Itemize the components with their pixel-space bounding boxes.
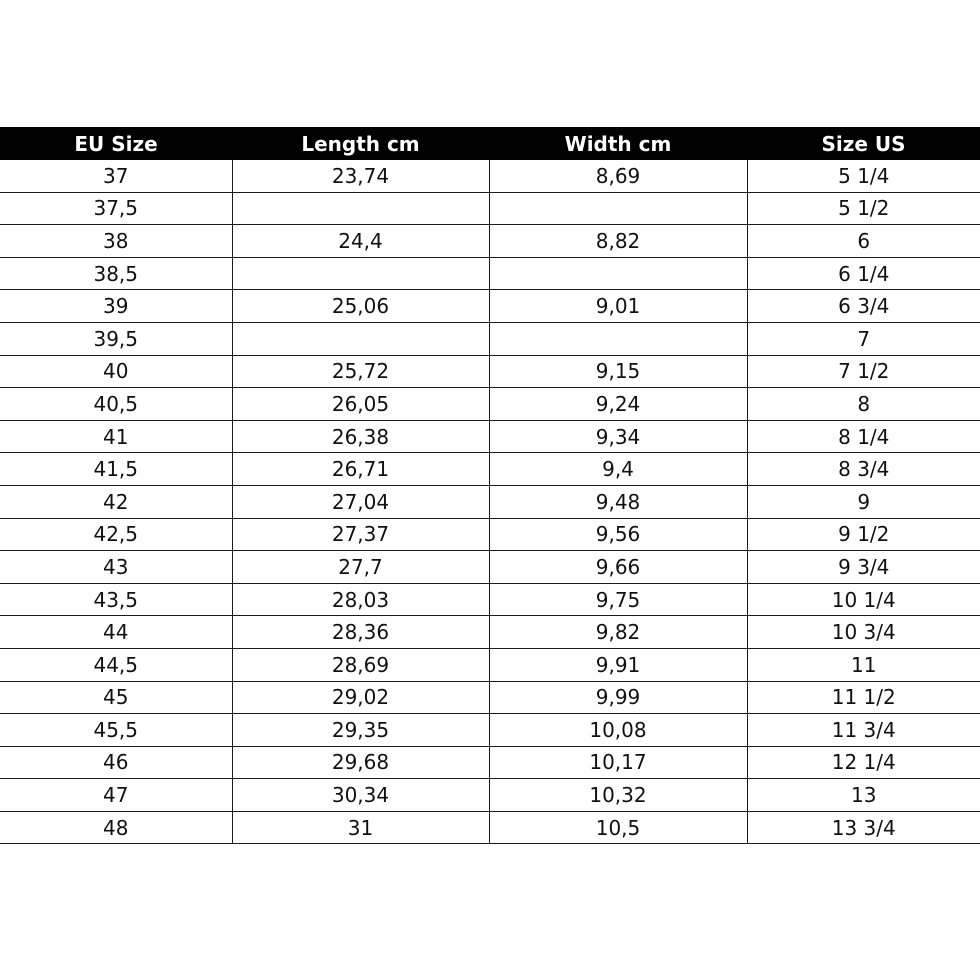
eu-size-cell: 43,5 — [0, 583, 232, 616]
table-header-row — [0, 127, 980, 160]
table-row — [0, 192, 980, 225]
length-cm-cell: 27,7 — [232, 551, 489, 584]
header-width-cm: Width cm — [489, 127, 747, 160]
size-us-cell: 11 1/2 — [747, 681, 980, 714]
width-cm-cell: 8,69 — [489, 160, 747, 192]
length-cm-cell — [232, 192, 489, 225]
table-row — [0, 779, 980, 812]
length-cm-cell: 28,03 — [232, 583, 489, 616]
width-cm-cell — [489, 257, 747, 290]
table-row — [0, 648, 980, 681]
length-cm-cell — [232, 257, 489, 290]
width-cm-cell — [489, 322, 747, 355]
length-cm-cell: 25,72 — [232, 355, 489, 388]
table-row — [0, 811, 980, 844]
table-row — [0, 485, 980, 518]
header-length-cm: Length cm — [232, 127, 489, 160]
width-cm-cell: 9,15 — [489, 355, 747, 388]
table-row — [0, 453, 980, 486]
length-cm-cell: 29,68 — [232, 746, 489, 779]
eu-size-cell: 38 — [0, 225, 232, 258]
table-row — [0, 616, 980, 649]
length-cm-cell: 26,71 — [232, 453, 489, 486]
size-us-cell: 11 — [747, 648, 980, 681]
size-us-cell: 8 1/4 — [747, 420, 980, 453]
length-cm-cell: 26,05 — [232, 388, 489, 421]
eu-size-cell: 48 — [0, 811, 232, 844]
eu-size-cell: 45 — [0, 681, 232, 714]
width-cm-cell: 9,75 — [489, 583, 747, 616]
size-us-cell: 13 — [747, 779, 980, 812]
size-us-cell: 9 — [747, 485, 980, 518]
width-cm-cell: 9,01 — [489, 290, 747, 323]
eu-size-cell: 40 — [0, 355, 232, 388]
width-cm-cell — [489, 192, 747, 225]
table-body — [0, 160, 980, 844]
size-chart-table — [0, 127, 980, 844]
size-us-cell: 12 1/4 — [747, 746, 980, 779]
width-cm-cell: 10,08 — [489, 714, 747, 747]
width-cm-cell: 9,56 — [489, 518, 747, 551]
table-row — [0, 290, 980, 323]
table-row — [0, 551, 980, 584]
width-cm-cell: 9,91 — [489, 648, 747, 681]
header-eu-size: EU Size — [0, 127, 232, 160]
eu-size-cell: 38,5 — [0, 257, 232, 290]
eu-size-cell: 40,5 — [0, 388, 232, 421]
length-cm-cell: 27,37 — [232, 518, 489, 551]
length-cm-cell: 24,4 — [232, 225, 489, 258]
eu-size-cell: 43 — [0, 551, 232, 584]
size-us-cell: 5 1/2 — [747, 192, 980, 225]
header-size-us: Size US — [747, 127, 980, 160]
length-cm-cell: 27,04 — [232, 485, 489, 518]
size-us-cell: 8 — [747, 388, 980, 421]
width-cm-cell: 9,99 — [489, 681, 747, 714]
width-cm-cell: 9,24 — [489, 388, 747, 421]
eu-size-cell: 41 — [0, 420, 232, 453]
size-us-cell: 6 3/4 — [747, 290, 980, 323]
table-row — [0, 714, 980, 747]
table-row — [0, 420, 980, 453]
table-row — [0, 355, 980, 388]
eu-size-cell: 39,5 — [0, 322, 232, 355]
eu-size-cell: 41,5 — [0, 453, 232, 486]
table-row — [0, 322, 980, 355]
size-us-cell: 8 3/4 — [747, 453, 980, 486]
size-us-cell: 5 1/4 — [747, 160, 980, 192]
size-us-cell: 10 3/4 — [747, 616, 980, 649]
eu-size-cell: 42 — [0, 485, 232, 518]
width-cm-cell: 9,4 — [489, 453, 747, 486]
width-cm-cell: 9,48 — [489, 485, 747, 518]
length-cm-cell: 31 — [232, 811, 489, 844]
eu-size-cell: 37 — [0, 160, 232, 192]
table-row — [0, 518, 980, 551]
width-cm-cell: 9,82 — [489, 616, 747, 649]
width-cm-cell: 10,17 — [489, 746, 747, 779]
eu-size-cell: 44 — [0, 616, 232, 649]
width-cm-cell: 10,5 — [489, 811, 747, 844]
eu-size-cell: 39 — [0, 290, 232, 323]
size-us-cell: 6 — [747, 225, 980, 258]
table-row — [0, 583, 980, 616]
eu-size-cell: 46 — [0, 746, 232, 779]
size-us-cell: 6 1/4 — [747, 257, 980, 290]
eu-size-cell: 37,5 — [0, 192, 232, 225]
eu-size-cell: 42,5 — [0, 518, 232, 551]
length-cm-cell: 28,69 — [232, 648, 489, 681]
length-cm-cell: 30,34 — [232, 779, 489, 812]
length-cm-cell: 29,02 — [232, 681, 489, 714]
size-us-cell: 9 1/2 — [747, 518, 980, 551]
length-cm-cell: 28,36 — [232, 616, 489, 649]
table-row — [0, 160, 980, 192]
width-cm-cell: 10,32 — [489, 779, 747, 812]
size-us-cell: 10 1/4 — [747, 583, 980, 616]
length-cm-cell: 26,38 — [232, 420, 489, 453]
size-us-cell: 13 3/4 — [747, 811, 980, 844]
size-us-cell: 9 3/4 — [747, 551, 980, 584]
length-cm-cell: 23,74 — [232, 160, 489, 192]
length-cm-cell: 29,35 — [232, 714, 489, 747]
eu-size-cell: 44,5 — [0, 648, 232, 681]
table-row — [0, 746, 980, 779]
table-row — [0, 388, 980, 421]
size-us-cell: 7 — [747, 322, 980, 355]
length-cm-cell: 25,06 — [232, 290, 489, 323]
length-cm-cell — [232, 322, 489, 355]
width-cm-cell: 8,82 — [489, 225, 747, 258]
table-row — [0, 225, 980, 258]
table-row — [0, 257, 980, 290]
width-cm-cell: 9,66 — [489, 551, 747, 584]
table-row — [0, 681, 980, 714]
eu-size-cell: 45,5 — [0, 714, 232, 747]
width-cm-cell: 9,34 — [489, 420, 747, 453]
size-us-cell: 11 3/4 — [747, 714, 980, 747]
eu-size-cell: 47 — [0, 779, 232, 812]
size-us-cell: 7 1/2 — [747, 355, 980, 388]
